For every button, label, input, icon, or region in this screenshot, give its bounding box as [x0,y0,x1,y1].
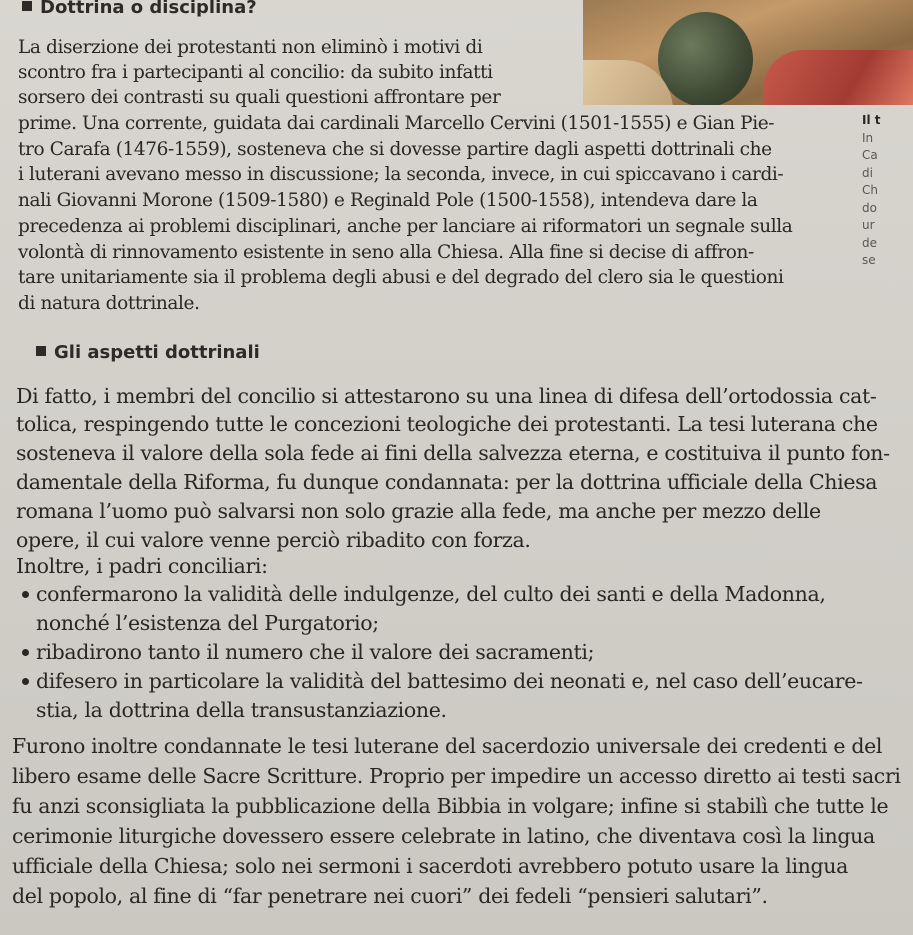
sidebar-line: In [862,130,874,145]
text-line: ufficiale della Chiesa; solo nei sermoni i sacerdoti avrebbero potuto usare la lingua [12,854,849,878]
sidebar-line: do [862,200,877,215]
sidebar-column [862,112,913,292]
text-line: romana l’uomo può salvarsi non solo grazie alla fede, ma anche per mezzo delle [16,499,821,523]
text-line: Inoltre, i padri conciliari: [16,554,268,578]
text-line: damentale della Riforma, fu dunque condannata: per la dottrina ufficiale della Chiesa [16,470,878,494]
sidebar-line: Ca [862,148,878,162]
bullet-item: difesero in particolare la validità del battesimo dei neonati e, nel caso dell’eucare- [36,669,863,693]
text-line: La diserzione dei protestanti non eliminò i motivi di [18,37,483,58]
text-line: sorsero dei contrasti su quali questioni affrontare per [18,87,501,108]
text-line: fu anzi sconsigliata la pubblicazione della Bibbia in volgare; infine si stabilì che tutte le [12,794,889,818]
sidebar-line: di [862,165,873,180]
section-heading: Gli aspetti dottrinali [36,342,260,363]
text-line: volontà di rinnovamento esistente in seno alla Chiesa. Alla fine si decise di affron- [18,242,754,263]
globe-shape [658,12,753,105]
text-line: Furono inoltre condannate le tesi luterane del sacerdozio universale dei credenti e del [12,734,883,758]
text-line: libero esame delle Sacre Scritture. Proprio per impedire un accesso diretto ai testi sacri [12,764,901,788]
square-bullet-icon [22,1,32,11]
bullet-item: confermarono la validità delle indulgenze, del culto dei santi e della Madonna, [36,582,826,606]
bullet-icon [22,591,29,598]
text-line: cerimonie liturgiche dovessero essere celebrate in latino, che diventava così la lingua [12,824,875,848]
text-line: del popolo, al fine di “far penetrare nei cuori” dei fedeli “pensieri salutari”. [12,884,768,908]
text-line: scontro fra i partecipanti al concilio: da subito infatti [18,62,493,83]
text-line: sosteneva il valore della sola fede ai fini della salvezza eterna, e costituiva il punto fon- [16,441,890,465]
bullet-icon [22,649,29,656]
text-line: prime. Una corrente, guidata dai cardinali Marcello Cervini (1501-1555) e Gian Pie- [18,113,775,134]
bullet-item: ribadirono tanto il numero che il valore dei sacramenti; [36,640,595,664]
sidebar-line: se [862,253,876,267]
illustration-image [583,0,913,105]
sidebar-line: ur [862,218,875,232]
bullet-icon [22,678,29,685]
square-bullet-icon [36,346,46,356]
text-line: tro Carafa (1476-1559), sosteneva che si dovesse partire dagli aspetti dottrinali che [18,139,772,160]
sidebar-line: de [862,235,877,250]
sidebar-line: Ch [862,183,878,197]
red-drape-shape [763,50,913,105]
section-heading: Dottrina o disciplina? [22,0,257,18]
text-line: opere, il cui valore venne perciò ribadito con forza. [16,528,531,552]
sidebar-line: Il t [862,113,881,127]
bullet-item-continuation: stia, la dottrina della transustanziazione. [36,698,447,722]
text-line: Di fatto, i membri del concilio si attestarono su una linea di difesa dell’ortodossia cat- [16,384,877,408]
text-line: tolica, respingendo tutte le concezioni teologiche dei protestanti. La tesi luterana che [16,412,878,436]
text-line: precedenza ai problemi disciplinari, anche per lanciare ai riformatori un segnale sulla [18,216,793,237]
text-line: i luterani avevano messo in discussione; la seconda, invece, in cui spiccavano i cardi- [18,164,784,185]
text-line: tare unitariamente sia il problema degli abusi e del degrado del clero sia le questioni [18,267,784,288]
text-line: nali Giovanni Morone (1509-1580) e Reginald Pole (1500-1558), intendeva dare la [18,190,758,211]
bullet-item-continuation: nonché l’esistenza del Purgatorio; [36,611,379,635]
text-line: di natura dottrinale. [18,293,200,314]
